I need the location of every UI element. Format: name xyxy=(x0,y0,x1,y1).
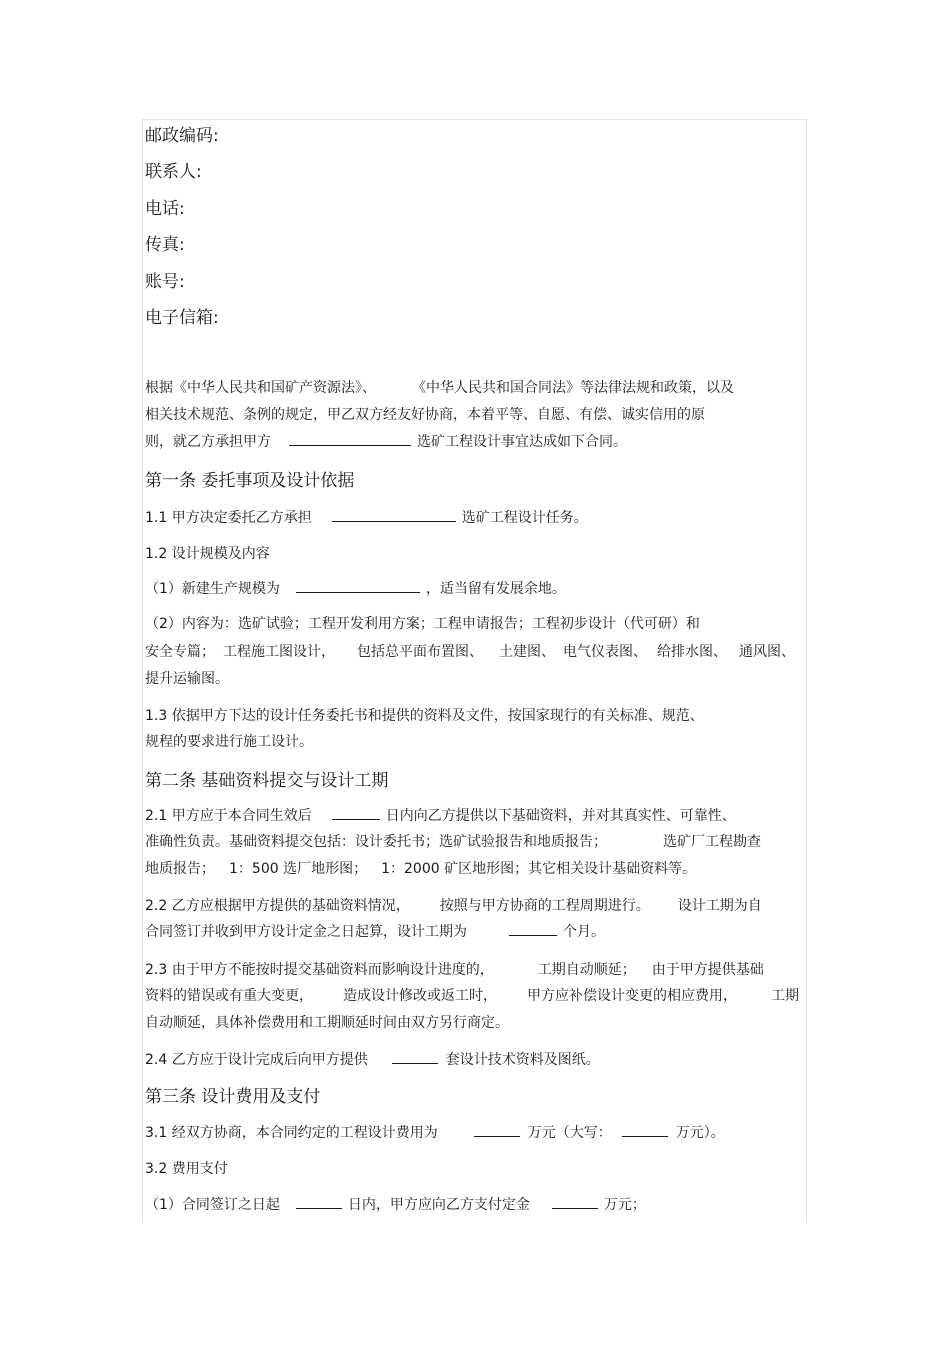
preamble-line-1 xyxy=(145,377,734,397)
page-frame-top xyxy=(142,119,807,120)
preamble-text: 选矿工程设计事宜达成如下合同。 xyxy=(417,434,627,450)
clause-2-3-line-2 xyxy=(145,985,799,1005)
clause-text: 万元）。 xyxy=(675,1125,725,1141)
clause-text: 套设计技术资料及图纸。 xyxy=(445,1052,600,1068)
clause-text: 日内向乙方提供以下基础资料，并对其真实性、可靠性、 xyxy=(385,808,736,824)
scale-blank xyxy=(296,580,420,593)
fax-label: 传真: xyxy=(145,235,185,255)
clause-2-3-line-1 xyxy=(145,959,764,979)
clause-text: 2.2 乙方应根据甲方提供的基础资料情况， xyxy=(145,898,410,914)
article-2-title: 第二条 基础资料提交与设计工期 xyxy=(145,771,389,791)
preamble-text: 根据《中华人民共和国矿产资源法》、 xyxy=(145,380,376,396)
clause-1-2-2-line-3: 提升运输图。 xyxy=(145,671,229,687)
clause-text: 通风图、 xyxy=(739,644,795,660)
clause-text: 电气仪表图、 xyxy=(563,644,647,660)
clause-1-2-2-line-2 xyxy=(145,641,795,661)
clause-2-1-line-3 xyxy=(145,858,696,878)
clause-text: 设计工期为自 xyxy=(677,898,762,914)
clause-text: 给排水图、 xyxy=(657,644,727,660)
clause-text: 选矿厂工程勘查 xyxy=(663,834,761,850)
page-frame-right xyxy=(806,120,807,1222)
clause-text: 2.1 甲方应于本合同生效后 xyxy=(145,808,312,824)
months-blank xyxy=(509,923,557,936)
clause-text: 选矿工程设计任务。 xyxy=(461,510,588,526)
clause-text: 包括总平面布置图、 xyxy=(357,644,483,660)
email-label: 电子信箱: xyxy=(145,308,219,328)
clause-text: 3.1 经双方协商，本合同约定的工程设计费用为 xyxy=(145,1125,438,1141)
clause-text: 土建图、 xyxy=(499,644,555,660)
clause-2-1-line-2 xyxy=(145,831,761,851)
clause-2-4 xyxy=(145,1049,600,1069)
clause-text: （1）新建生产规模为 xyxy=(145,581,280,597)
clause-text: ，适当留有发展余地。 xyxy=(425,581,566,597)
project-name-blank xyxy=(332,509,456,522)
clause-3-2-1 xyxy=(145,1194,646,1214)
postcode-label: 邮政编码: xyxy=(145,126,219,146)
clause-text: 万元（大写： xyxy=(527,1125,612,1141)
clause-text: 由于甲方提供基础 xyxy=(651,962,764,978)
account-label: 账号: xyxy=(145,272,185,292)
clause-text: 个月。 xyxy=(563,924,605,940)
clause-text: 工程施工图设计， xyxy=(223,644,335,660)
clause-text: 合同签订并收到甲方设计定金之日起算，设计工期为 xyxy=(145,924,467,940)
sets-blank xyxy=(392,1051,438,1064)
clause-text: 2.4 乙方应于设计完成后向甲方提供 xyxy=(145,1052,368,1068)
clause-1-3-line-2: 规程的要求进行施工设计。 xyxy=(145,734,313,750)
preamble-line-2: 相关技术规范、条例的规定，甲乙双方经友好协商，本着平等、自愿、有偿、诚实信用的原 xyxy=(145,407,705,423)
clause-text: 1：2000 矿区地形图；其它相关设计基础资料等。 xyxy=(381,861,697,877)
phone-label: 电话: xyxy=(145,199,185,219)
clause-1-2-2-line-1: （2）内容为：选矿试验；工程开发利用方案；工程申请报告；工程初步设计（代可研）和 xyxy=(145,616,700,632)
preamble-line-3 xyxy=(145,431,627,451)
fee-blank xyxy=(474,1124,520,1137)
clause-3-2: 3.2 费用支付 xyxy=(145,1161,228,1177)
days-blank xyxy=(296,1196,342,1209)
clause-text: 甲方应补偿设计变更的相应费用， xyxy=(527,988,737,1004)
clause-text: 地质报告； xyxy=(145,861,215,877)
deposit-blank xyxy=(552,1196,598,1209)
clause-text: 按照与甲方协商的工程周期进行。 xyxy=(439,898,650,914)
clause-text: 1：500 选厂地形图； xyxy=(229,861,368,877)
project-name-blank xyxy=(289,433,411,446)
clause-text: 1.1 甲方决定委托乙方承担 xyxy=(145,510,312,526)
page-frame-left xyxy=(142,120,143,1222)
clause-text: 准确性负责。基础资料提交包括：设计委托书；选矿试验报告和地质报告； xyxy=(145,834,607,850)
clause-2-3-line-3: 自动顺延，具体补偿费用和工期顺延时间由双方另行商定。 xyxy=(145,1015,509,1031)
preamble-text: 《中华人民共和国合同法》等法律法规和政策，以及 xyxy=(412,380,734,396)
contact-person-label: 联系人: xyxy=(145,162,202,182)
days-blank xyxy=(332,807,380,820)
clause-1-2-1 xyxy=(145,578,566,598)
clause-3-1 xyxy=(145,1122,725,1142)
clause-1-2: 1.2 设计规模及内容 xyxy=(145,546,270,562)
clause-1-1 xyxy=(145,507,588,527)
article-1-title: 第一条 委托事项及设计依据 xyxy=(145,471,355,491)
clause-text: 资料的错误或有重大变更， xyxy=(145,988,313,1004)
clause-text: （1）合同签订之日起 xyxy=(145,1197,280,1213)
article-3-title: 第三条 设计费用及支付 xyxy=(145,1087,321,1107)
clause-text: 造成设计修改或返工时， xyxy=(343,988,497,1004)
fee-uppercase-blank xyxy=(622,1124,668,1137)
clause-2-2-line-1 xyxy=(145,895,762,915)
preamble-text: 则，就乙方承担甲方 xyxy=(145,434,271,450)
clause-text: 安全专篇； xyxy=(145,644,215,660)
clause-text: 日内，甲方应向乙方支付定金 xyxy=(347,1197,530,1213)
clause-text: 工期 xyxy=(771,988,799,1004)
clause-2-1-line-1 xyxy=(145,805,736,825)
clause-text: 2.3 由于甲方不能按时提交基础资料而影响设计进度的， xyxy=(145,962,494,978)
clause-text: 万元； xyxy=(603,1197,646,1213)
clause-text: 工期自动顺延； xyxy=(537,962,636,978)
clause-2-2-line-2 xyxy=(145,921,605,941)
clause-1-3-line-1: 1.3 依据甲方下达的设计任务委托书和提供的资料及文件，按国家现行的有关标准、规范、 xyxy=(145,708,704,724)
